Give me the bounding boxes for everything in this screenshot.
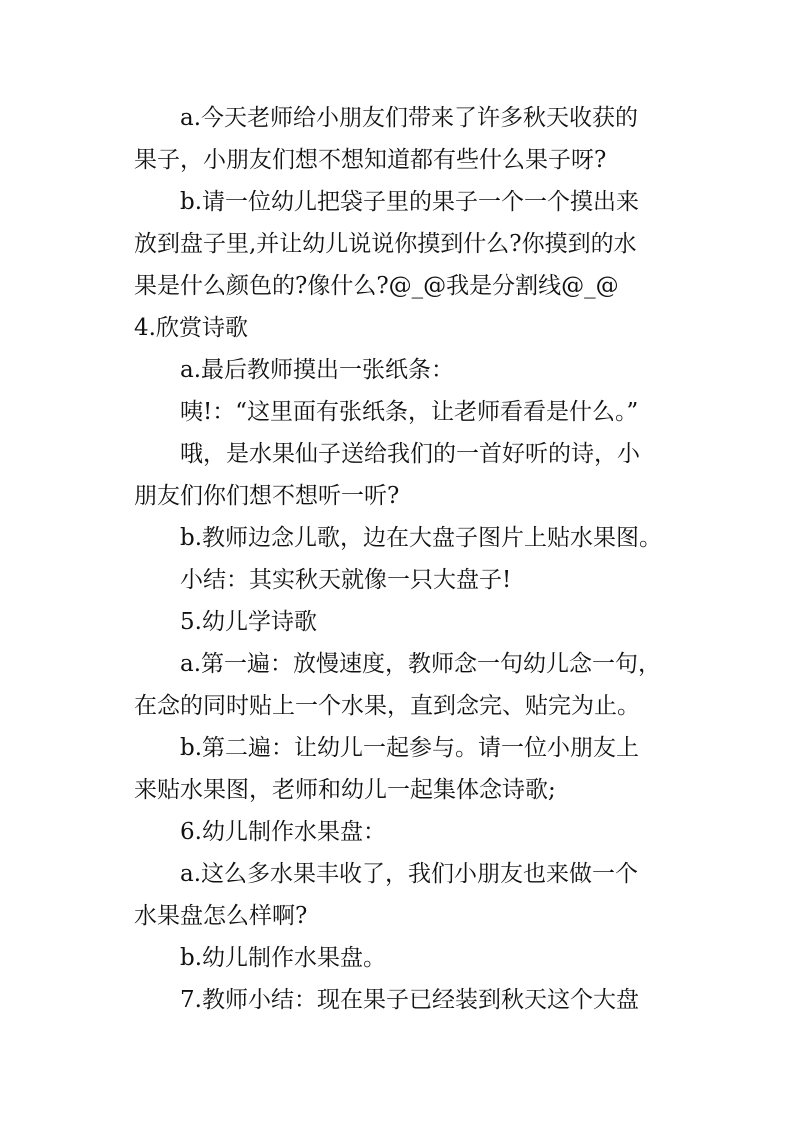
text-line: 7.教师小结：现在果子已经装到秋天这个大盘: [180, 987, 639, 1013]
text-line: 在念的同时贴上一个水果，直到念完、贴完为止。: [134, 693, 640, 719]
section-heading: 6.幼儿制作水果盘：: [180, 819, 386, 845]
text-line: 果是什么颜色的?像什么?@_@我是分割线@_@: [134, 273, 619, 299]
text-line: 小结：其实秋天就像一只大盘子!: [180, 567, 512, 593]
text-line: b.教师边念儿歌，边在大盘子图片上贴水果图。: [180, 525, 663, 551]
text-line: b.请一位幼儿把袋子里的果子一个一个摸出来: [180, 189, 640, 215]
text-line: 水果盘怎么样啊?: [134, 903, 308, 929]
text-line: 放到盘子里,并让幼儿说说你摸到什么?你摸到的水: [134, 231, 637, 257]
text-line: a.今天老师给小朋友们带来了许多秋天收获的: [180, 105, 639, 131]
text-line: 来贴水果图，老师和幼儿一起集体念诗歌;: [134, 777, 556, 803]
section-heading: 5.幼儿学诗歌: [180, 609, 317, 635]
text-line: a.这么多水果丰收了，我们小朋友也来做一个: [180, 861, 639, 887]
text-line: 朋友们你们想不想听一听?: [134, 483, 400, 509]
text-line: b.第二遍：让幼儿一起参与。请一位小朋友上: [180, 735, 640, 761]
text-line: b.幼儿制作水果盘。: [180, 945, 387, 971]
text-line: a.最后教师摸出一张纸条：: [180, 357, 455, 383]
text-line: 咦!：“这里面有张纸条，让老师看看是什么。”: [180, 399, 639, 425]
section-heading: 4.欣赏诗歌: [134, 315, 248, 341]
text-line: 哦，是水果仙子送给我们的一首好听的诗，小: [180, 441, 640, 467]
text-line: a.第一遍：放慢速度，教师念一句幼儿念一句，: [180, 651, 662, 677]
text-line: 果子，小朋友们想不想知道都有些什么果子呀?: [134, 147, 607, 173]
